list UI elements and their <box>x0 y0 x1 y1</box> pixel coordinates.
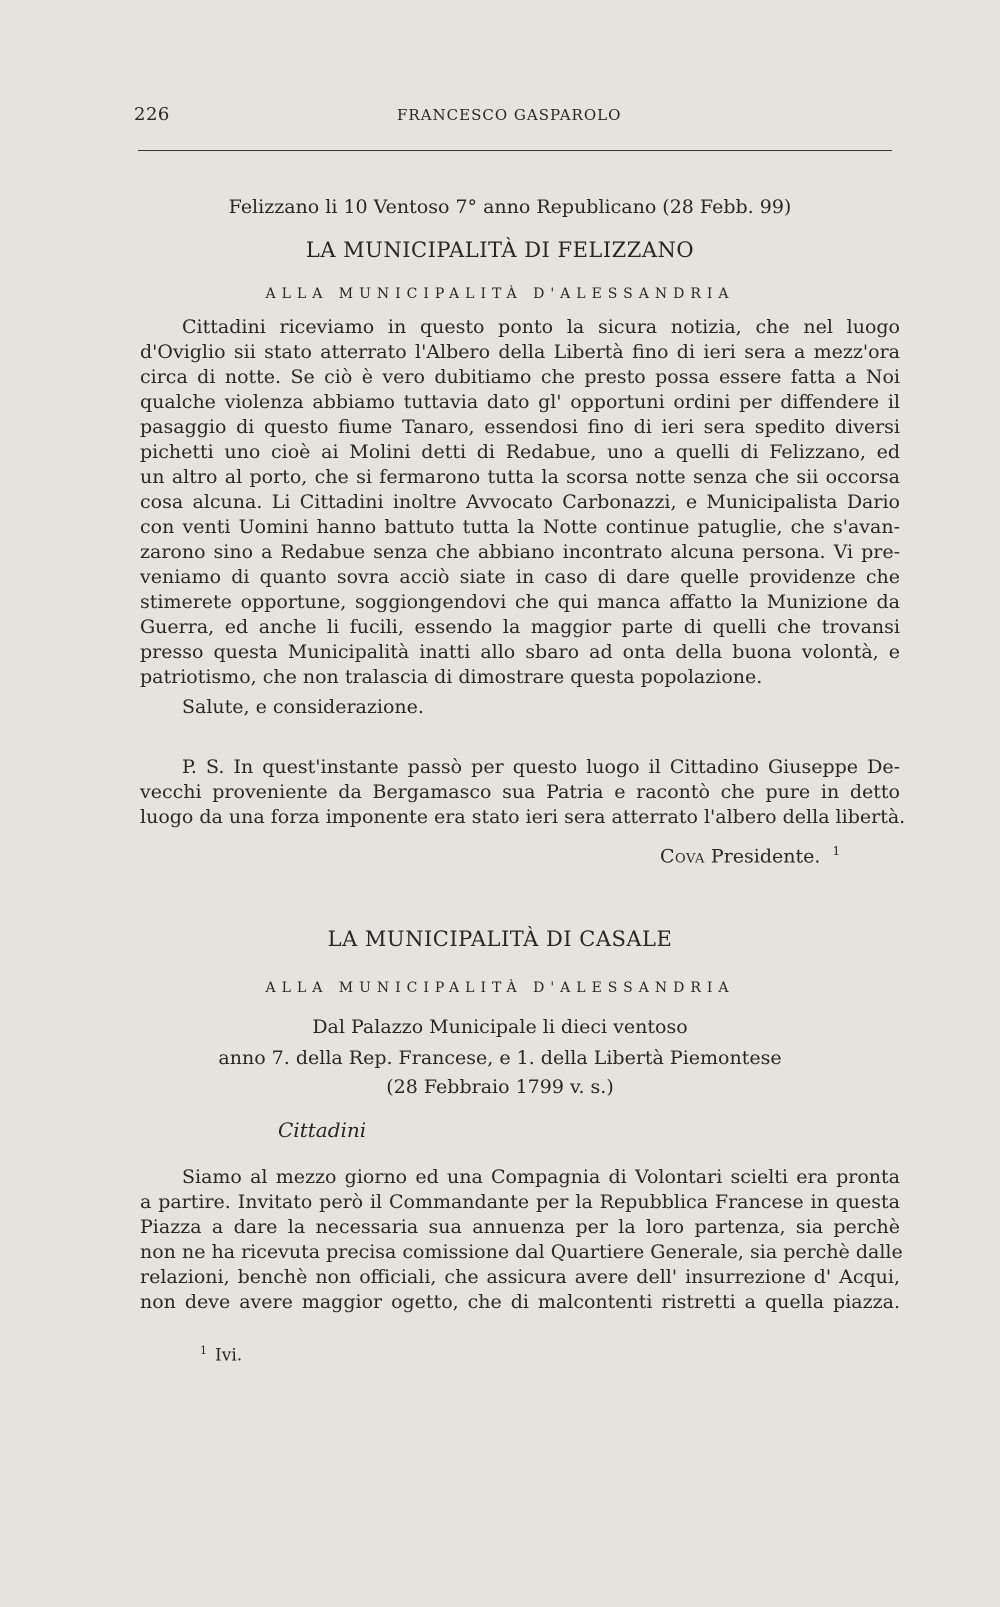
signature-title: Presidente. <box>710 845 821 868</box>
letter2-addressee: ALLA MUNICIPALITÀ D'ALESSANDRIA <box>265 980 735 996</box>
letter1-body-line: patriotismo, che non tralascia di dimostrare questa popolazione. <box>140 666 763 688</box>
letter1-dateline: Felizzano li 10 Ventoso 7° anno Republicano (28 Febb. 99) <box>228 196 792 218</box>
letter1-body-line: d'Oviglio sii stato atterrato l'Albero della Libertà fino di ieri sera a mezz'ora <box>140 341 900 363</box>
letter1-body-line: Guerra, ed anche li fucili, essendo la maggior parte di quelli che trovansi <box>140 616 900 638</box>
postscript-line: vecchi proveniente da Bergamasco sua Patria e racontò che pure in detto <box>140 781 900 803</box>
footnote-reference: 1 <box>832 844 841 858</box>
letter1-body-line: cosa alcuna. Li Cittadini inoltre Avvocato Carbonazzi, e Municipalista Dario <box>140 491 900 513</box>
letter1-body-line: Cittadini riceviamo in questo ponto la sicura notizia, che nel luogo <box>182 316 900 338</box>
letter1-body-line: un altro al porto, che si fermarono tutta la scorsa notte senza che sii occorsa <box>140 466 900 488</box>
letter2-dateline-line: Dal Palazzo Municipale li dieci ventoso <box>312 1016 688 1038</box>
footnote <box>200 1344 242 1366</box>
letter1-body-line: pasaggio di questo fiume Tanaro, essendosi fino di ieri sera spedito diversi <box>140 416 900 438</box>
running-head <box>134 104 894 128</box>
running-head-author: FRANCESCO GASPAROLO <box>397 106 622 124</box>
letter1-body-line: zarono sino a Redabue senza che abbiano incontrato alcuna persona. Vi pre- <box>140 541 900 563</box>
letter2-body-line: a partire. Invitato però il Commandante per la Repubblica Francese in questa <box>140 1191 900 1213</box>
footnote-text: Ivi. <box>215 1345 243 1366</box>
letter1-body-line: veniamo di quanto sovra acciò siate in caso di dare quelle providenze che <box>140 566 900 588</box>
header-rule <box>138 150 892 151</box>
letter2-body-line: non deve avere maggior ogetto, che di malcontenti ristretti a quella piazza. <box>140 1291 900 1313</box>
letter2-salutation: Cittadini <box>278 1118 367 1142</box>
letter2-dateline-line: anno 7. della Rep. Francese, e 1. della Libertà Piemontese <box>218 1047 782 1069</box>
letter2-body-line: non ne ha ricevuta precisa comissione dal Quartiere Generale, sia perchè dalle <box>140 1241 903 1263</box>
page-number: 226 <box>134 104 170 125</box>
letter2-dateline-line: (28 Febbraio 1799 v. s.) <box>386 1076 614 1098</box>
letter1-body-line: qualche violenza abbiamo tuttavia dato gl' opportuni ordini per diffendere il <box>140 391 900 413</box>
letter1-closing: Salute, e considerazione. <box>182 696 424 718</box>
postscript-line: P. S. In quest'instante passò per questo luogo il Cittadino Giuseppe De- <box>182 756 900 778</box>
letter1-body-line: con venti Uomini hanno battuto tutta la Notte continue patuglie, che s'avan- <box>140 516 900 538</box>
letter2-body-line: Piazza a dare la necessaria sua annuenza per la loro partenza, sia perchè <box>140 1216 900 1238</box>
letter1-body-line: pichetti uno cioè ai Molini detti di Redabue, uno a quelli di Felizzano, ed <box>140 441 900 463</box>
letter1-body-line: stimerete opportune, soggiongendovi che qui manca affatto la Munizione da <box>140 591 900 613</box>
letter1-addressee: ALLA MUNICIPALITÀ D'ALESSANDRIA <box>265 286 735 302</box>
letter2-body-line: relazioni, benchè non officiali, che assicura avere dell' insurrezione d' Acqui, <box>140 1266 900 1288</box>
signature-name: Cova <box>660 845 705 868</box>
letter1-title: LA MUNICIPALITÀ DI FELIZZANO <box>305 238 695 262</box>
footnote-mark: 1 <box>200 1344 207 1357</box>
postscript-line: luogo da una forza imponente era stato ieri sera atterrato l'albero della libertà. <box>140 806 906 828</box>
letter2-title: LA MUNICIPALITÀ DI CASALE <box>327 927 673 951</box>
letter1-body-line: presso questa Municipalità inatti allo sbaro ad onta della buona volontà, e <box>140 641 900 663</box>
letter1-body-line: circa di notte. Se ciò è vero dubitiamo che presto possa essere fatta a Noi <box>140 366 900 388</box>
letter1-signature <box>660 844 840 867</box>
letter2-body-line: Siamo al mezzo giorno ed una Compagnia di Volontari scielti era pronta <box>182 1166 900 1188</box>
